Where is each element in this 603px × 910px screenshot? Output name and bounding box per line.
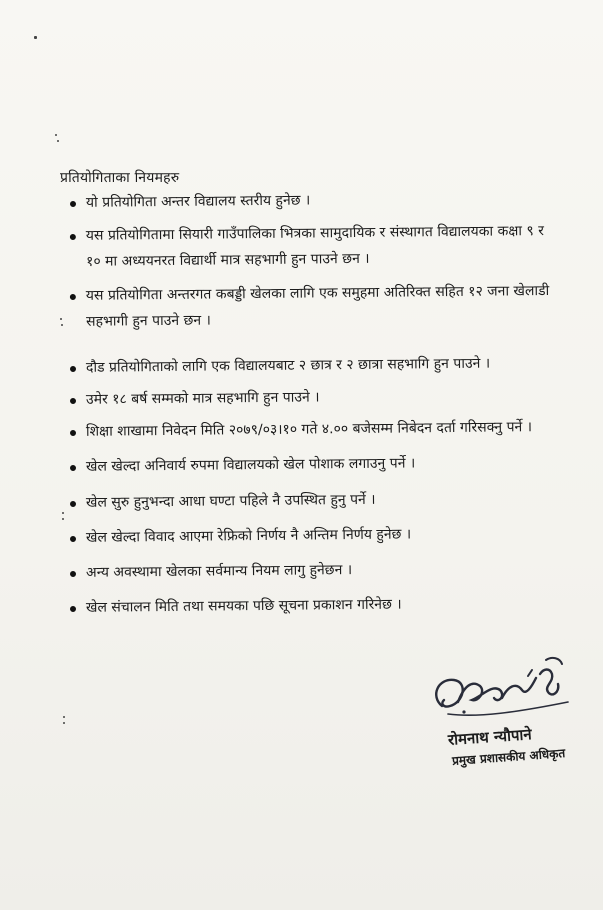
- rule-text: खेल सुरु हुनुभन्दा आधा घण्टा पहिले नै उपस्थित हुनु पर्ने ।: [85, 491, 376, 511]
- rule-text: यस प्रतियोगितामा सियारी गाउँपालिका भित्रका सामुदायिक र संस्थागत विद्यालयका कक्षा ९ र १० मा अध्ययनरत विद्यार्थी मात्र सहभागी हुन पाउने छन ।: [85, 223, 544, 270]
- bullet-icon: [70, 501, 76, 507]
- handwritten-signature: [428, 656, 578, 728]
- list-item: [70, 590, 550, 621]
- scan-speck: [63, 716, 65, 718]
- list-item: [70, 185, 550, 216]
- list-item: [70, 520, 550, 551]
- list-item: [70, 218, 551, 275]
- rule-text: खेल संचालन मिति तथा समयका पछि सूचना प्रकाशन गरिनेछ ।: [85, 596, 402, 616]
- signatory-title: प्रमुख प्रशासकीय अधिकृत: [451, 746, 566, 768]
- scan-speck: [62, 512, 64, 514]
- rule-text: शिक्षा शाखामा निवेदन मिति २०७९/०३।१० गते ४.०० बजेसम्म निबेदन दर्ता गरिसक्नु पर्ने ।: [85, 419, 533, 440]
- rule-text: खेल खेल्दा विवाद आएमा रेफ्रिको निर्णय नै अन्तिम निर्णय हुनेछ ।: [85, 526, 412, 546]
- list-item: [70, 414, 550, 445]
- bullet-icon: [70, 366, 76, 372]
- bullet-icon: [70, 398, 76, 404]
- scan-speck: [62, 518, 64, 520]
- bullet-icon: [70, 606, 76, 612]
- signatory-name: रोमनाथ न्यौपाने: [447, 725, 533, 749]
- bullet-icon: [70, 294, 76, 300]
- scan-speck: [57, 140, 59, 142]
- scan-speck: [60, 318, 62, 320]
- bullet-icon: [70, 430, 76, 436]
- scan-speck: [34, 36, 37, 39]
- list-item: [70, 278, 551, 335]
- bullet-icon: [70, 465, 76, 471]
- scan-speck: [63, 722, 65, 724]
- scan-speck: [61, 324, 63, 326]
- rule-text: दौड प्रतियोगिताको लागि एक विद्यालयबाट २ छात्र र २ छात्रा सहभागि हुन पाउने ।: [85, 355, 491, 376]
- list-item: [70, 555, 550, 586]
- bullet-icon: [70, 536, 76, 542]
- rule-text: खेल खेल्दा अनिवार्य रुपमा विद्यालयको खेल पोशाक लगाउनु पर्ने ।: [85, 455, 416, 475]
- bullet-icon: [70, 201, 76, 207]
- list-item: [70, 485, 550, 516]
- rule-text: उमेर १८ बर्ष सम्मको मात्र सहभागि हुन पाउने ।: [85, 389, 320, 408]
- rules-list: [70, 190, 550, 621]
- list-item: [70, 350, 550, 381]
- rules-heading: प्रतियोगिताका नियमहरु: [60, 170, 180, 186]
- bullet-icon: [70, 571, 76, 577]
- scan-speck: [55, 134, 57, 136]
- list-item: [70, 449, 550, 480]
- rule-text: यस प्रतियोगिता अन्तरगत कबड्डी खेलका लागि एक समुहमा अतिरिक्त सहित १२ जना खेलाडी सहभागी हुन पाउने छन ।: [85, 282, 550, 330]
- rule-text: अन्य अवस्थामा खेलका सर्वमान्य नियम लागु हुनेछन ।: [85, 562, 353, 581]
- rule-text: यो प्रतियोगिता अन्तर विद्यालय स्तरीय हुनेछ ।: [85, 192, 311, 211]
- list-item: [70, 382, 550, 413]
- bullet-icon: [70, 234, 76, 240]
